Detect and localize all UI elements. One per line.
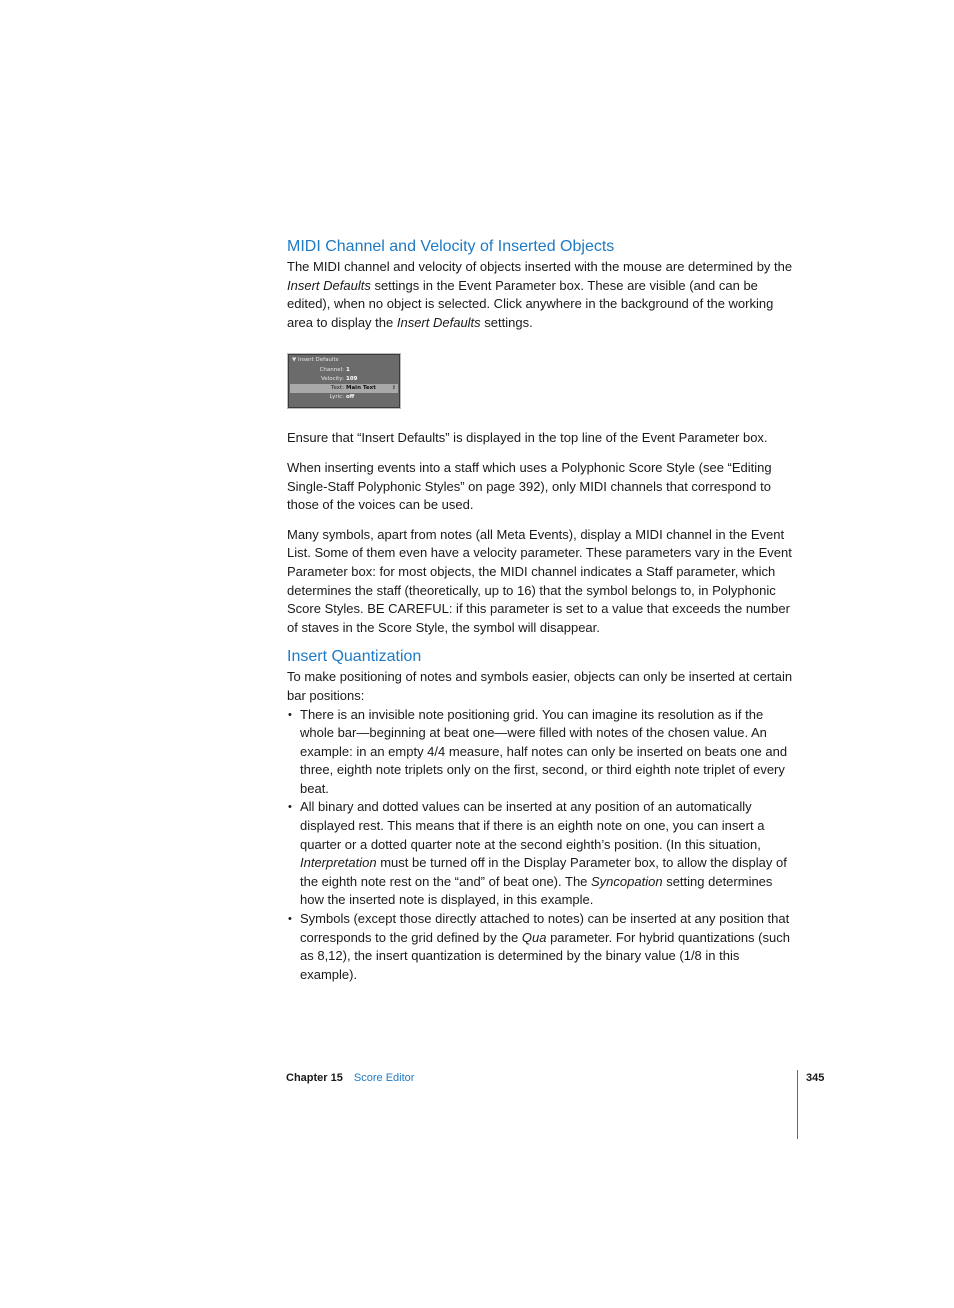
- page-content: [287, 236, 799, 984]
- paragraph-insert-defaults: The MIDI channel and velocity of objects inserted with the mouse are determined by the Insert Defaults settings in the Event Parameter box. These are visible (and can be edited), when no object is selected. Click anywhere in the background of the working area to display the Insert Defaults settings.: [287, 259, 793, 330]
- panel-row-text[interactable]: Text: Main Text ⇕: [290, 384, 398, 393]
- section-heading-insert-quantization: Insert Quantization: [287, 648, 422, 666]
- page-number: 345: [806, 1072, 825, 1084]
- insert-defaults-panel: [287, 353, 401, 409]
- panel-header[interactable]: [292, 356, 400, 365]
- list-item: • All binary and dotted values can be inserted at any position of an automatically displayed rest. This means that if there is an eighth note on one, you can insert a quarter or a dotted quarter note at the second eighth’s position. (In this situation, Interpretation must be turned off in the Display Parameter box, to allow the display of the eighth note rest on the “and” of beat one). The Syncopation setting determines how the inserted note is displayed, in this example.: [287, 798, 799, 910]
- panel-row-lyric[interactable]: Lyric: off: [329, 394, 355, 401]
- page-footer: [286, 1070, 414, 1086]
- paragraph-quantization-intro: To make positioning of notes and symbols easier, objects can only be inserted at certain bar positions:: [287, 669, 793, 703]
- list-item: • Symbols (except those directly attached to notes) can be inserted at any position that corresponds to the grid defined by the Qua parameter. For hybrid quantizations (such as 8,12), the insert quantization is determined by the binary value (1/8 in this example).: [287, 910, 799, 984]
- footer-divider: [797, 1070, 798, 1139]
- paragraph-polyphonic: When inserting events into a staff which uses a Polyphonic Score Style (see “Editing Single-Staff Polyphonic Styles” on page 392), only MIDI channels that correspond to those of the voices can be used.: [287, 459, 772, 513]
- panel-row-velocity[interactable]: Velocity: 109: [320, 376, 358, 383]
- panel-title: Insert Defaults: [297, 357, 339, 364]
- paragraph-meta-events: Many symbols, apart from notes (all Meta Events), display a MIDI channel in the Event List. Some of them even have a velocity parameter. These parameters vary in the Event Parameter box: for most objects, the MIDI channel indicates a Staff parameter, which determines the staff (theoretically, up to 16) that the symbol belongs to, in Polyphonic Score Styles. BE CAREFUL: if this parameter is set to a value that exceeds the number of staves in the Score Style, the symbol will disappear.: [287, 526, 792, 635]
- paragraph-ensure: Ensure that “Insert Defaults” is displayed in the top line of the Event Parameter box.: [287, 430, 768, 446]
- section-heading-midi-channel: MIDI Channel and Velocity of Inserted Objects: [287, 238, 615, 255]
- chapter-label: Chapter 15: [286, 1072, 343, 1084]
- disclosure-triangle-icon[interactable]: ▼: [292, 357, 297, 364]
- chapter-title: Score Editor: [353, 1072, 415, 1084]
- panel-row-channel[interactable]: Channel: 1: [319, 367, 350, 374]
- list-item: • There is an invisible note positioning grid. You can imagine its resolution as if the whole bar—beginning at beat one—were filled with notes of the chosen value. An example: in an empty 4/4 measure, half notes can only be inserted on beats one and three, eighth note triplets only on the first, second, or third eighth note triplet of every beat.: [287, 706, 799, 799]
- stepper-arrows-icon[interactable]: ⇕: [391, 385, 396, 392]
- quantization-list: [287, 706, 799, 985]
